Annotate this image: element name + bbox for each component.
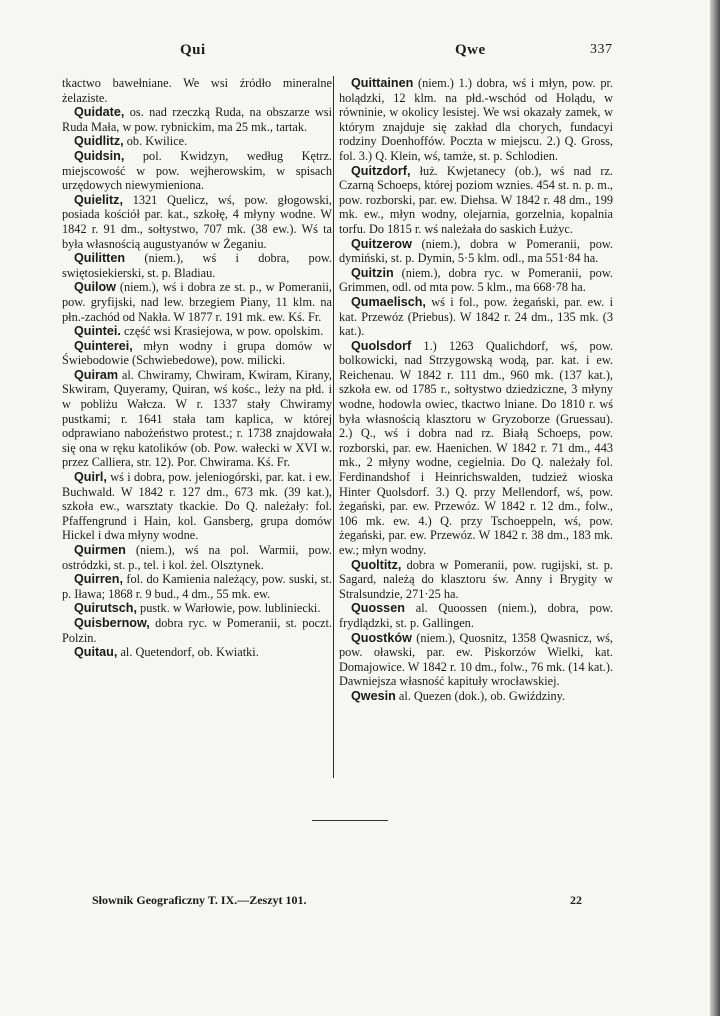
page-number: 337 — [590, 42, 613, 57]
entry-headword: Quidlitz, — [74, 134, 124, 149]
entry-text: ob. Kwilice. — [123, 134, 188, 149]
dictionary-entry — [62, 368, 332, 470]
right-column — [339, 76, 613, 704]
dictionary-entry — [62, 339, 332, 368]
dictionary-entry — [62, 134, 332, 149]
footer-sheet-number: 22 — [570, 893, 582, 907]
entry-headword: Qumaelisch, — [351, 294, 426, 309]
left-column — [62, 76, 332, 660]
dictionary-entry — [339, 164, 613, 237]
column-divider — [333, 76, 334, 778]
entry-headword: Quilow — [74, 280, 116, 295]
dictionary-entry — [62, 470, 332, 543]
dictionary-entry — [339, 601, 613, 630]
entry-headword: Quittainen — [351, 76, 414, 90]
dictionary-entry — [339, 266, 613, 295]
dictionary-entry — [62, 251, 332, 280]
running-head-center: Qwe — [455, 42, 486, 58]
dictionary-entry — [62, 543, 332, 572]
entry-headword: Quitzerow — [351, 236, 412, 251]
dictionary-entry — [62, 572, 332, 601]
entry-headword: Quinterei, — [74, 338, 133, 353]
entry-text: (niem.), wś i dobra ze st. p., w Pomeranii, pow. gryfijski, nad lew. brzegiem Piany, 11 klm. na płn.-zachód od Nakła. W 1877 r. 191 mk. ew. Kś. Fr. — [62, 280, 332, 324]
dictionary-entry — [62, 616, 332, 645]
entry-headword: Quintei. — [74, 324, 121, 339]
entry-text: dobra ryc. w Pomeranii, st. poczt. Polzin. — [62, 615, 332, 645]
entry-text: (niem.) 1.) dobra, wś i młyn, pow. pr. holądzki, 12 klm. na płd.-wschód od Holądu, w równinie, w okolicy lesistej. We wsi okazały zamek, w którym znajduje się zakład dla chorych, fundacyi rodziny Doenhoffów. Poczta w miejscu. 2.) Q. Gross, fol. 3.) Q. Klein, wś, tamże, st. p. Schlodien. — [339, 76, 613, 163]
entry-text: tkactwo bawełniane. We wsi źródło mineralne żelaziste. — [62, 76, 332, 105]
entry-headword: Quitau, — [74, 645, 118, 660]
entry-text: al. Quezen (dok.), ob. Gwiździny. — [395, 688, 566, 703]
entry-headword: Quilitten — [74, 251, 126, 266]
entry-text: pol. Kwidzyn, według Kętrz. miejscowość w pow. wejherowskim, w spisach urzędowych niewymieniona. — [62, 148, 332, 193]
entry-text: al. Quoossen (niem.), dobra, pow. frydlądzki, st. p. Gallingen. — [339, 601, 613, 630]
entry-text: al. Quetendorf, ob. Kwiatki. — [117, 645, 259, 660]
entry-headword: Quielitz, — [74, 192, 123, 207]
entry-text: łuż. Kwjetanecy (ob.), wś nad rz. Czarną Schoeps, której poziom wznies. 454 st. n. p. m., pow. rozborski, par. ew. Diehsa. W 1842 r. 48 dm., 199 mk. ew., młyn wodny, olejarnia, gorzelnia, kopalnia torfu. Do 1815 r. wś należała do saskich Łużyc. — [339, 163, 613, 236]
entry-headword: Quirren, — [74, 572, 123, 587]
entry-headword: Quitzdorf, — [351, 163, 411, 178]
entry-text: (niem.), Quosnitz, 1358 Qwasnicz, wś, pow. oławski, par. ew. Piskorzów Wielki, kat. Domajowice. W 1842 r. 10 dm., folw., 76 mk. (14 kat.). Dawniejsza własność kapituły wrocławskiej. — [339, 630, 613, 689]
dictionary-entry — [339, 295, 613, 339]
end-rule — [312, 820, 388, 821]
dictionary-entry — [339, 689, 613, 704]
entry-text: dobra w Pomeranii, pow. rugijski, st. p. Sagard, należą do klasztoru św. Anny i Brygity w Stralsundzie, 271·25 ha. — [339, 557, 613, 601]
scan-edge-shadow — [710, 0, 720, 1016]
dictionary-entry — [339, 558, 613, 602]
entry-text: (niem.), wś i dobra, pow. swiętosiekierski, st. p. Bladiau. — [62, 251, 332, 280]
dictionary-entry — [62, 149, 332, 193]
dictionary-entry — [339, 631, 613, 689]
entry-headword: Quidsin, — [74, 148, 125, 163]
entry-headword: Quostków — [351, 630, 412, 645]
dictionary-entry — [62, 193, 332, 251]
entry-headword: Quiram — [74, 367, 119, 382]
dictionary-entry — [339, 339, 613, 558]
dictionary-entry — [339, 76, 613, 164]
entry-text: os. nad rzeczką Ruda, na obszarze wsi Ruda Mała, w pow. rybnickim, ma 25 mk., tartak. — [62, 105, 332, 134]
entry-text: pustk. w Warłowie, pow. lubliniecki. — [136, 601, 321, 616]
entry-text: (niem.), dobra w Pomeranii, pow. dymiński, st. p. Dymin, 5·5 klm. odl., ma 551·84 ha. — [339, 236, 613, 266]
entry-headword: Quidate, — [74, 105, 125, 120]
entry-text: 1321 Quelicz, wś, pow. głogowski, posiada kościół par. kat., szkołę, 4 młyny wodne. W 1842 r. 91 dm., sołtystwo, 707 mk. (38 ew.). Wś ta była własnością augustyanów w Żeganiu. — [62, 192, 332, 251]
dictionary-entry — [62, 280, 332, 324]
dictionary-entry — [339, 237, 613, 266]
entry-headword: Quitzin — [351, 265, 394, 280]
entry-text: wś i fol., pow. żegański, par. ew. i kat. Przewóz (Priebus). W 1842 r. 24 dm., 135 mk. (3 kat.). — [339, 294, 613, 339]
entry-headword: Quirutsch, — [74, 601, 137, 616]
dictionary-entry — [62, 76, 332, 105]
entry-headword: Quossen — [351, 601, 405, 616]
entry-text: część wsi Krasiejowa, w pow. opolskim. — [120, 324, 324, 339]
entry-headword: Quoltitz, — [351, 557, 402, 572]
entry-headword: Qwesin — [351, 688, 396, 703]
dictionary-entry — [62, 324, 332, 339]
entry-headword: Quirmen — [74, 543, 126, 557]
dictionary-entry — [62, 645, 332, 660]
entry-headword: Quirl, — [74, 470, 107, 485]
entry-text: wś i dobra, pow. jeleniogórski, par. kat. i ew. Buchwald. W 1842 r. 127 dm., 673 mk. (39 kat.), szkoła ew., warsztaty tkackie. Do Q. należały: fol. Pfaffengrund i Hain, kol. Gansberg, grupa domów Hickel i dwa młyny wodne. — [62, 470, 332, 543]
running-head-left: Qui — [180, 42, 206, 58]
entry-headword: Quolsdorf — [351, 338, 412, 353]
entry-text: fol. do Kamienia należący, pow. suski, st. p. Iława; 1868 r. 9 bud., 4 dm., 55 mk. ew. — [62, 572, 332, 601]
entry-text: młyn wodny i grupa domów w Świebodowie (Schwiebedowe), pow. milicki. — [62, 338, 332, 368]
footer-signature: Słownik Geograficzny T. IX.—Zeszyt 101. — [92, 893, 307, 907]
entry-text: 1.) 1263 Qualichdorf, wś, pow. bolkowicki, nad Strzygowską wodą, par. kat. i ew. Reichenau. W 1842 r. 111 dm., 960 mk. (137 kat.), szkoła ew. od 1785 r., sołtystwo dziedziczne, 3 młyny wodne, hodowla owiec, tkactwo lniane. Do 1810 r. wś była własnością klasztoru w Gryzoborze (Gruessau). 2.) Q., wś i dobra nad rz. Białą Schoeps, pow. rozborski, par. ew. Haenichen. W 1842 r. 71 dm., 443 mk., 2 młyny wodne, cegielnia. Do Q. należały fol. Ferdinandshof i Heinrichswalden, tudzież wioska Hinter Quolsdorf. 3.) Q. przy Mellendorf, wś, pow. żegański, par. ew. Przewóz. W 1842 r. 12 dm., folw., 106 mk. ew. 4.) Q. przy Tschoeppeln, wś, pow. żegański, par. ew. Przewóz. W 1842 r. 38 dm., 183 mk. ew.; młyn wodny. — [339, 338, 613, 557]
dictionary-entry — [62, 105, 332, 134]
dictionary-entry — [62, 601, 332, 616]
entry-text: (niem.), wś na pol. Warmii, pow. ostródzki, st. p., tel. i kol. żel. Olsztynek. — [62, 543, 332, 572]
entry-text: al. Chwiramy, Chwiram, Kwiram, Kirany, Skwiram, Quyeramy, Quiran, wś kośc., leży na płd. i w pobliżu Wałcza. W r. 1337 stały Chwiramy pustkami; r. 1641 stała tam kaplica, w której odprawiano nabożeństwo protest.; r. 1738 znajdowała się ona w ręku katolików (ob. Pow. wałecki w XVI w. przez Calliera, str. 12). Por. Chwirama. Kś. Fr. — [62, 367, 332, 470]
entry-text: (niem.), dobra ryc. w Pomeranii, pow. Grimmen, odl. od mta pow. 5 klm., ma 668·78 ha. — [339, 265, 613, 295]
entry-headword: Quisbernow, — [74, 615, 150, 630]
